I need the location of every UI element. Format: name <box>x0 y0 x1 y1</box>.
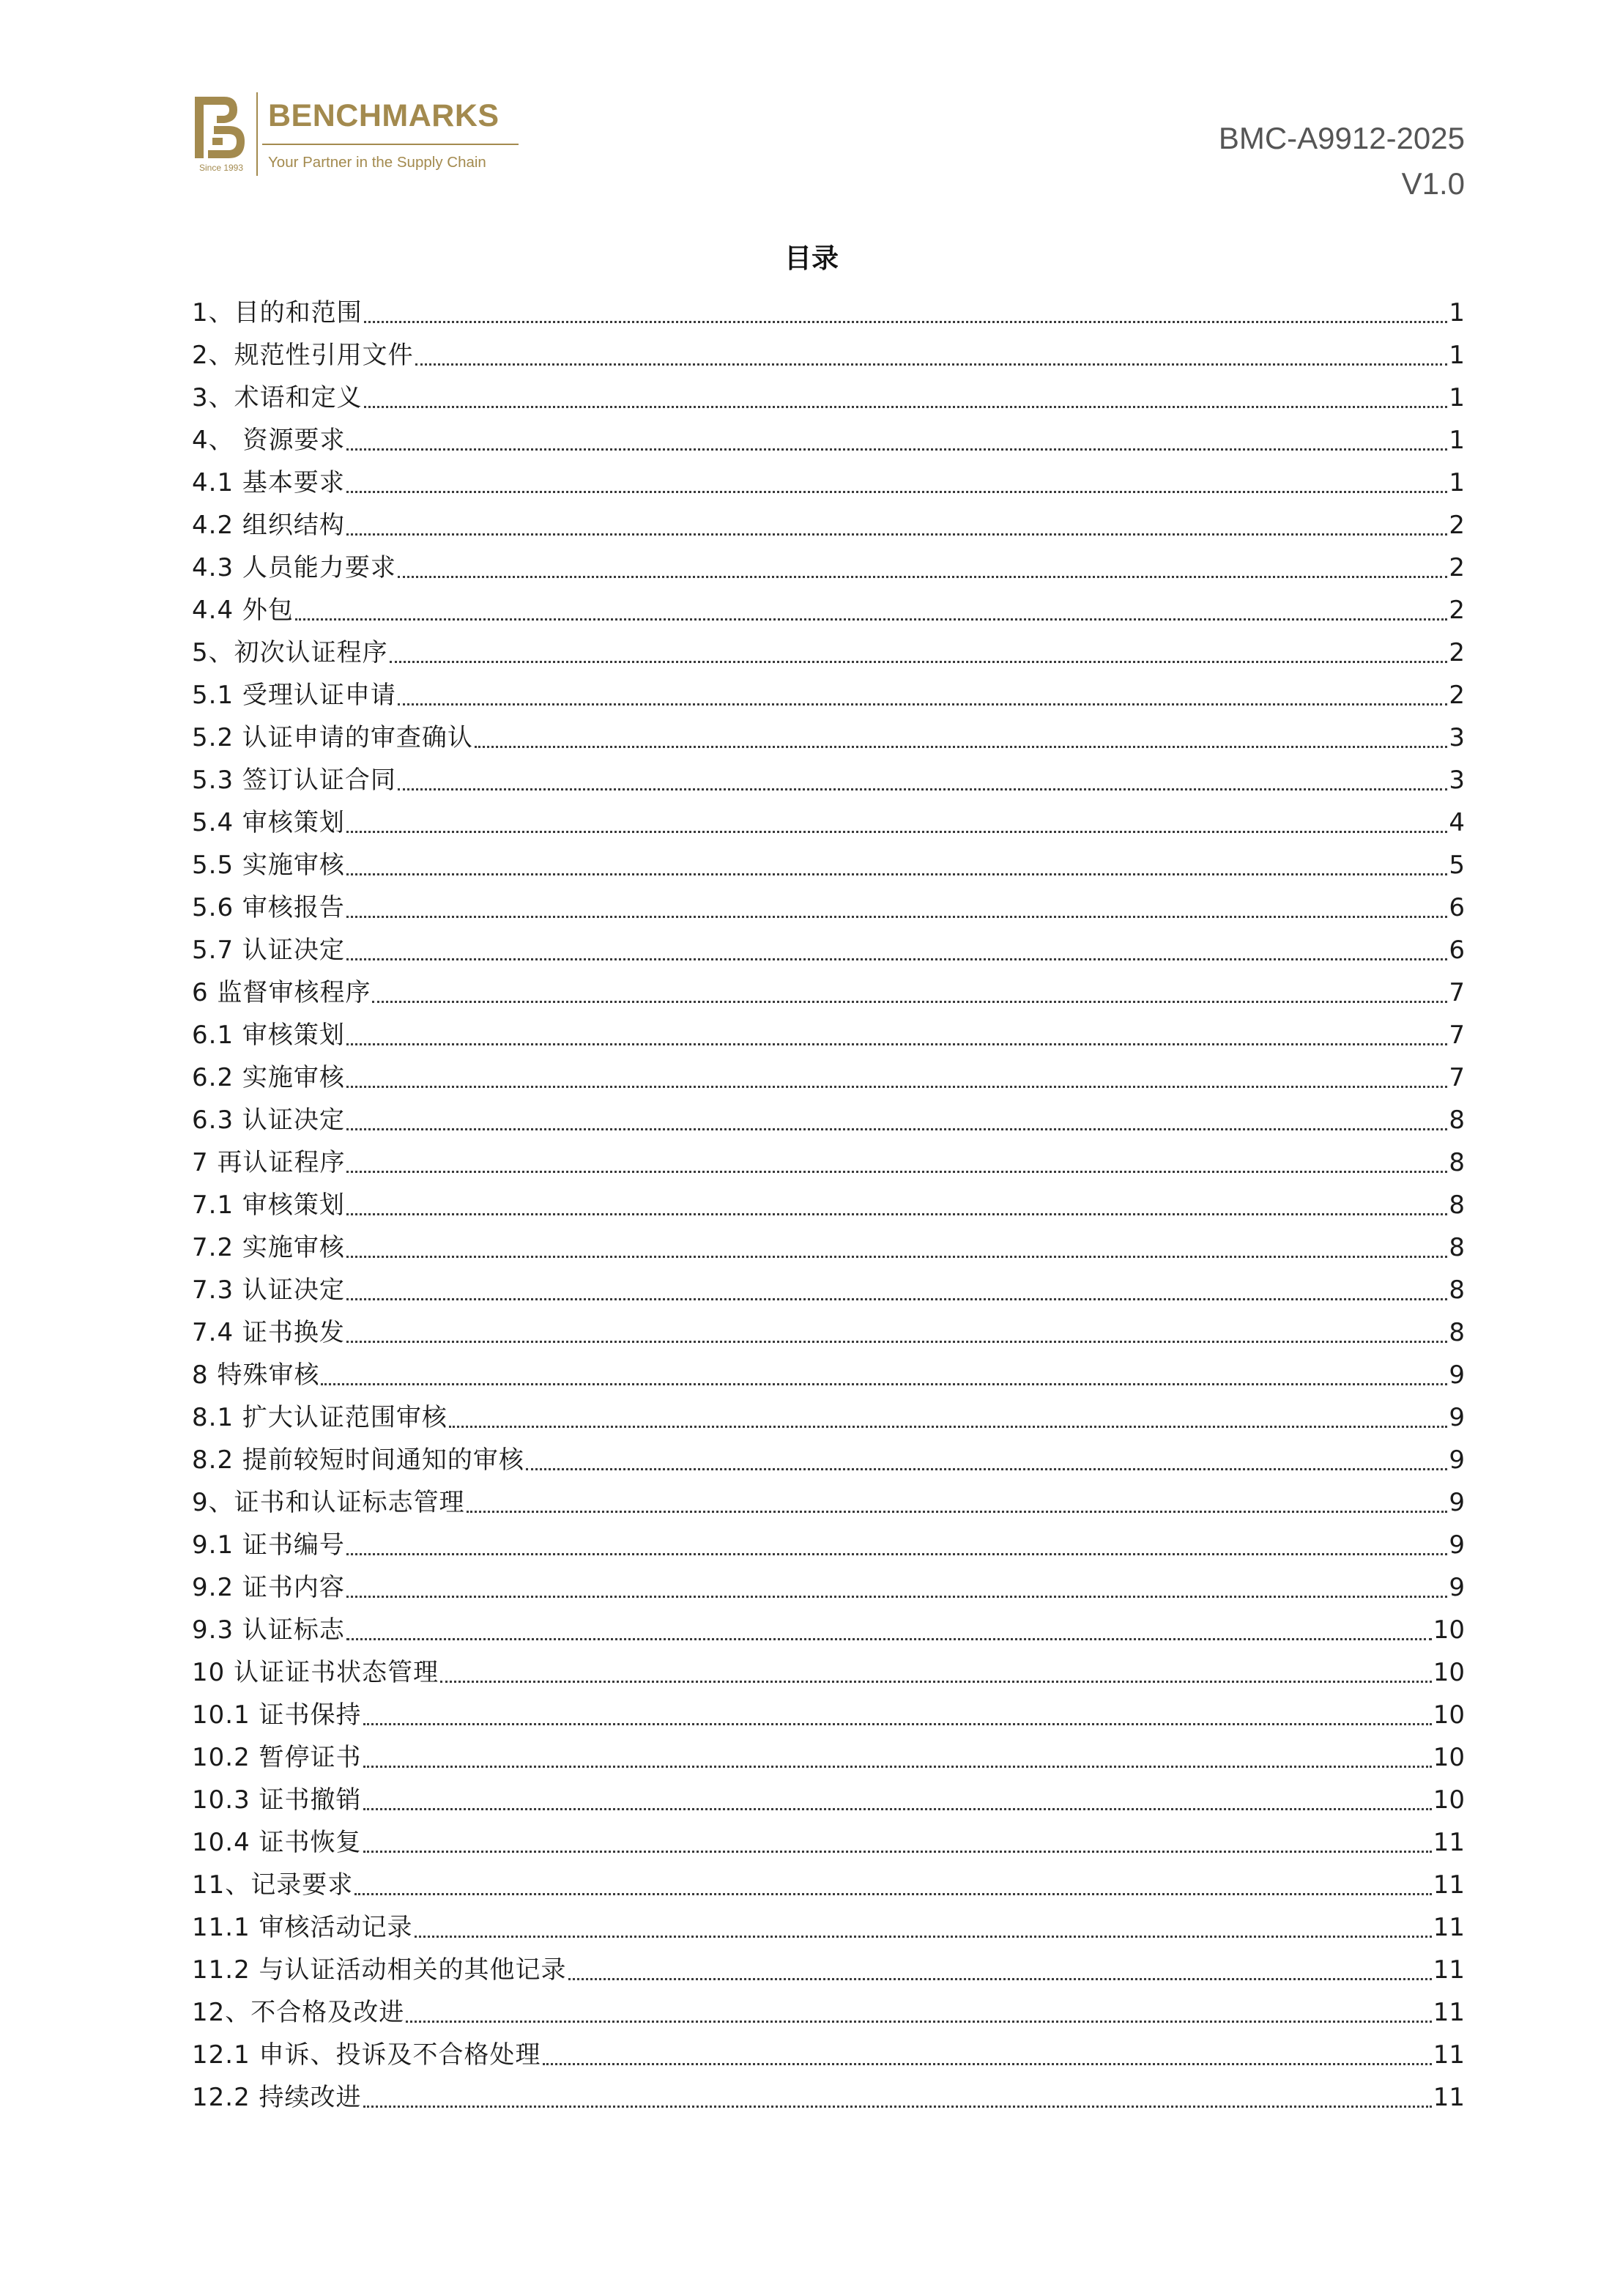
toc-entry-label: 6 监督审核程序 <box>192 978 371 1007</box>
toc-dot-leader <box>295 618 1447 621</box>
toc-entry-page-number: 9 <box>1449 1488 1465 1517</box>
company-logo <box>192 92 521 180</box>
toc-entry-page-number: 10 <box>1433 1658 1465 1687</box>
toc-dot-leader <box>390 661 1448 663</box>
toc-entry-page-number: 7 <box>1449 1021 1465 1050</box>
toc-entry[interactable] <box>192 1264 1465 1306</box>
toc-dot-leader <box>364 321 1448 323</box>
toc-entry[interactable] <box>192 924 1465 966</box>
toc-entry-label: 6.2 实施审核 <box>192 1063 345 1092</box>
toc-entry-label: 10.4 证书恢复 <box>192 1828 362 1857</box>
toc-dot-leader <box>346 491 1447 493</box>
toc-entry-label: 5.5 实施审核 <box>192 851 345 880</box>
toc-entry-label: 7.4 证书换发 <box>192 1318 345 1347</box>
toc-entry[interactable] <box>192 2029 1465 2071</box>
toc-entry[interactable] <box>192 966 1465 1009</box>
toc-entry-page-number: 1 <box>1449 426 1465 455</box>
toc-entry-label: 8.1 扩大认证范围审核 <box>192 1403 447 1432</box>
toc-entry[interactable] <box>192 499 1465 541</box>
toc-entry-label: 5.3 签订认证合同 <box>192 766 396 795</box>
toc-entry[interactable] <box>192 1519 1465 1561</box>
toc-entry[interactable] <box>192 754 1465 796</box>
toc-entry-page-number: 11 <box>1433 1828 1465 1857</box>
toc-entry-label: 11.2 与认证活动相关的其他记录 <box>192 1955 567 1985</box>
toc-entry-label: 8.2 提前较短时间通知的审核 <box>192 1445 524 1475</box>
toc-entry-label: 5.4 审核策划 <box>192 808 345 837</box>
toc-entry-label: 6.3 认证决定 <box>192 1106 345 1135</box>
toc-entry-label: 11、记录要求 <box>192 1870 354 1900</box>
toc-entry-page-number: 2 <box>1449 511 1465 540</box>
toc-entry-label: 4.2 组织结构 <box>192 511 345 540</box>
toc-entry[interactable] <box>192 371 1465 414</box>
toc-entry-page-number: 7 <box>1449 1063 1465 1092</box>
toc-entry-page-number: 10 <box>1433 1743 1465 1772</box>
toc-entry[interactable] <box>192 1646 1465 1689</box>
toc-entry-label: 9、证书和认证标志管理 <box>192 1488 465 1517</box>
toc-entry[interactable] <box>192 1944 1465 1986</box>
toc-entry[interactable] <box>192 1476 1465 1519</box>
toc-entry-label: 7.1 审核策划 <box>192 1190 345 1220</box>
toc-dot-leader <box>526 1468 1447 1470</box>
toc-entry-page-number: 4 <box>1449 808 1465 837</box>
toc-entry-label: 5.2 认证申请的审查确认 <box>192 723 473 752</box>
toc-dot-leader <box>346 533 1447 536</box>
toc-dot-leader <box>346 1341 1447 1343</box>
toc-entry-label: 3、术语和定义 <box>192 383 363 412</box>
toc-dot-leader <box>398 788 1447 790</box>
toc-entry[interactable] <box>192 1179 1465 1221</box>
toc-entry-page-number: 8 <box>1449 1190 1465 1220</box>
toc-dot-leader <box>440 1681 1432 1683</box>
toc-dot-leader <box>346 1256 1447 1258</box>
toc-dot-leader <box>467 1511 1448 1513</box>
toc-entry[interactable] <box>192 1561 1465 1604</box>
toc-entry[interactable] <box>192 1221 1465 1264</box>
toc-entry-page-number: 10 <box>1433 1700 1465 1730</box>
toc-dot-leader <box>346 1553 1447 1555</box>
toc-dot-leader <box>363 1723 1432 1725</box>
toc-dot-leader <box>415 363 1448 366</box>
toc-entry-page-number: 6 <box>1449 893 1465 922</box>
toc-entry-page-number: 9 <box>1449 1530 1465 1560</box>
toc-entry-page-number: 10 <box>1433 1615 1465 1645</box>
toc-dot-leader <box>346 873 1447 875</box>
toc-entry-page-number: 2 <box>1449 638 1465 667</box>
toc-entry-label: 5.1 受理认证申请 <box>192 681 396 710</box>
toc-entry-label: 5.6 审核报告 <box>192 893 345 922</box>
toc-entry-label: 10.1 证书保持 <box>192 1700 362 1730</box>
toc-dot-leader <box>406 2021 1431 2023</box>
toc-entry[interactable] <box>192 1816 1465 1859</box>
toc-entry-label: 10.2 暂停证书 <box>192 1743 362 1772</box>
toc-entry[interactable] <box>192 669 1465 711</box>
toc-entry-page-number: 8 <box>1449 1106 1465 1135</box>
toc-entry-label: 4.4 外包 <box>192 596 294 625</box>
toc-dot-leader <box>354 1893 1431 1895</box>
toc-entry-page-number: 5 <box>1449 851 1465 880</box>
toc-entry-page-number: 8 <box>1449 1318 1465 1347</box>
toc-dot-leader <box>543 2063 1432 2065</box>
toc-entry[interactable] <box>192 1986 1465 2029</box>
toc-entry-label: 4.1 基本要求 <box>192 468 345 497</box>
toc-entry-label: 9.1 证书编号 <box>192 1530 345 1560</box>
toc-entry[interactable] <box>192 1306 1465 1349</box>
logo-underline <box>262 144 519 145</box>
toc-dot-leader <box>475 746 1447 748</box>
toc-entry-page-number: 9 <box>1449 1445 1465 1475</box>
toc-dot-leader <box>346 1128 1447 1130</box>
toc-entry[interactable] <box>192 1774 1465 1816</box>
toc-entry[interactable] <box>192 2071 1465 2114</box>
toc-entry-label: 5.7 认证决定 <box>192 936 345 965</box>
toc-dot-leader <box>321 1383 1447 1385</box>
toc-entry-label: 7.3 认证决定 <box>192 1275 345 1305</box>
toc-dot-leader <box>346 916 1447 918</box>
toc-dot-leader <box>346 1638 1432 1640</box>
toc-entry-label: 12、不合格及改进 <box>192 1998 405 2027</box>
toc-dot-leader <box>346 1171 1447 1173</box>
toc-entry-page-number: 2 <box>1449 681 1465 710</box>
toc-entry-page-number: 11 <box>1433 1998 1465 2027</box>
toc-entry-page-number: 11 <box>1433 1870 1465 1900</box>
toc-entry[interactable] <box>192 1051 1465 1094</box>
toc-entry[interactable] <box>192 584 1465 626</box>
toc-entry[interactable] <box>192 1391 1465 1434</box>
toc-entry-label: 10.3 证书撤销 <box>192 1785 362 1815</box>
toc-entry-page-number: 11 <box>1433 2083 1465 2112</box>
logo-since-text: Since 1993 <box>198 163 244 173</box>
toc-entry-label: 11.1 审核活动记录 <box>192 1913 413 1942</box>
toc-entry-label: 9.2 证书内容 <box>192 1573 345 1602</box>
toc-entry[interactable] <box>192 881 1465 924</box>
toc-entry-page-number: 1 <box>1449 341 1465 370</box>
toc-entry-page-number: 3 <box>1449 723 1465 752</box>
toc-entry-page-number: 2 <box>1449 553 1465 582</box>
toc-entry-page-number: 8 <box>1449 1275 1465 1305</box>
toc-entry-page-number: 7 <box>1449 978 1465 1007</box>
toc-dot-leader <box>372 1001 1447 1003</box>
toc-entry-page-number: 8 <box>1449 1233 1465 1262</box>
toc-entry-page-number: 11 <box>1433 1913 1465 1942</box>
toc-entry[interactable] <box>192 1731 1465 1774</box>
toc-entry[interactable] <box>192 839 1465 881</box>
toc-entry[interactable] <box>192 1901 1465 1944</box>
toc-entry-label: 2、规范性引用文件 <box>192 341 414 370</box>
toc-dot-leader <box>415 1936 1432 1938</box>
toc-entry[interactable] <box>192 1604 1465 1646</box>
toc-entry[interactable] <box>192 796 1465 839</box>
toc-entry-page-number: 9 <box>1449 1403 1465 1432</box>
toc-entry-page-number: 11 <box>1433 2040 1465 2070</box>
toc-dot-leader <box>398 703 1447 706</box>
toc-entry[interactable] <box>192 626 1465 669</box>
toc-entry-label: 4.3 人员能力要求 <box>192 553 396 582</box>
toc-entry[interactable] <box>192 541 1465 584</box>
benchmarks-logo-icon <box>192 94 250 161</box>
toc-entry-label: 12.2 持续改进 <box>192 2083 362 2112</box>
toc-entry-label: 10 认证证书状态管理 <box>192 1658 439 1687</box>
toc-entry[interactable] <box>192 286 1465 329</box>
toc-entry[interactable] <box>192 1094 1465 1136</box>
toc-dot-leader <box>346 1298 1447 1300</box>
toc-title: 目录 <box>784 242 839 274</box>
toc-entry-label: 8 特殊审核 <box>192 1360 320 1390</box>
logo-divider <box>256 92 258 176</box>
document-version: V1.0 <box>1401 166 1465 201</box>
toc-entry-label: 9.3 认证标志 <box>192 1615 345 1645</box>
toc-entry[interactable] <box>192 1689 1465 1731</box>
toc-dot-leader <box>363 2106 1432 2108</box>
toc-entry-label: 4、 资源要求 <box>192 426 346 455</box>
toc-dot-leader <box>346 1086 1447 1088</box>
toc-entry-page-number: 1 <box>1449 383 1465 412</box>
toc-entry[interactable] <box>192 1009 1465 1051</box>
toc-entry[interactable] <box>192 414 1465 456</box>
toc-entry[interactable] <box>192 1349 1465 1391</box>
logo-tagline: Your Partner in the Supply Chain <box>268 154 486 171</box>
toc-dot-leader <box>568 1978 1432 1980</box>
logo-company-name: BENCHMARKS <box>268 98 499 133</box>
document-number: BMC-A9912-2025 <box>1218 121 1465 155</box>
toc-entry-page-number: 10 <box>1433 1785 1465 1815</box>
toc-entry[interactable] <box>192 711 1465 754</box>
toc-entry-label: 12.1 申诉、投诉及不合格处理 <box>192 2040 541 2070</box>
toc-entry-page-number: 1 <box>1449 298 1465 327</box>
toc-entry-label: 7.2 实施审核 <box>192 1233 345 1262</box>
document-meta <box>1219 116 1465 207</box>
toc-dot-leader <box>398 576 1447 578</box>
toc-entry[interactable] <box>192 1434 1465 1476</box>
toc-dot-leader <box>363 1766 1432 1768</box>
toc-entry-label: 1、目的和范围 <box>192 298 363 327</box>
toc-dot-leader <box>363 1808 1432 1810</box>
toc-dot-leader <box>449 1426 1447 1428</box>
toc-entry[interactable] <box>192 1136 1465 1179</box>
table-of-contents <box>192 286 1465 2114</box>
toc-dot-leader <box>364 406 1448 408</box>
toc-dot-leader <box>346 1043 1447 1045</box>
toc-entry-page-number: 3 <box>1449 766 1465 795</box>
toc-entry-page-number: 1 <box>1449 468 1465 497</box>
toc-entry-page-number: 2 <box>1449 596 1465 625</box>
toc-dot-leader <box>346 1596 1447 1598</box>
toc-dot-leader <box>346 958 1447 960</box>
toc-dot-leader <box>346 448 1447 451</box>
toc-entry-page-number: 9 <box>1449 1360 1465 1390</box>
toc-entry[interactable] <box>192 456 1465 499</box>
toc-dot-leader <box>363 1851 1432 1853</box>
toc-entry-label: 5、初次认证程序 <box>192 638 388 667</box>
toc-entry-label: 7 再认证程序 <box>192 1148 346 1177</box>
toc-entry-page-number: 9 <box>1449 1573 1465 1602</box>
toc-entry-page-number: 11 <box>1433 1955 1465 1985</box>
toc-entry[interactable] <box>192 1859 1465 1901</box>
toc-entry[interactable] <box>192 329 1465 371</box>
toc-entry-page-number: 8 <box>1449 1148 1465 1177</box>
toc-dot-leader <box>346 831 1447 833</box>
toc-entry-page-number: 6 <box>1449 936 1465 965</box>
toc-dot-leader <box>346 1213 1447 1215</box>
toc-entry-label: 6.1 审核策划 <box>192 1021 345 1050</box>
